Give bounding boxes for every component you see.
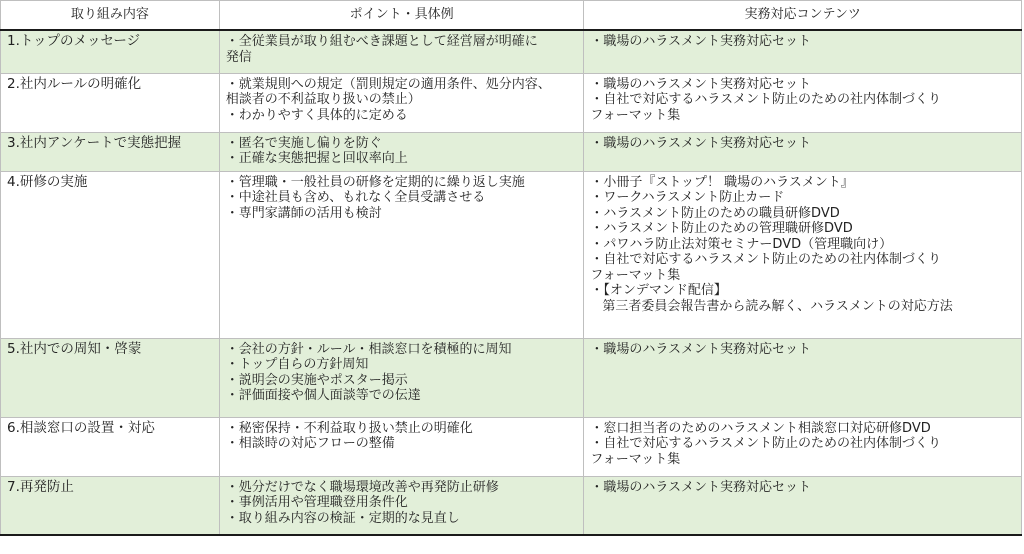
content-line: ・ハラスメント防止のための管理職研修DVD [590, 221, 853, 236]
point-line: 発信 [225, 49, 252, 65]
point-line: ・中途社員も含め、もれなく全員受講させる [225, 190, 486, 205]
content-line: ・窓口担当者のためのハラスメント相談窓口対応研修DVD [590, 420, 931, 436]
content-line: フォーマット集 [590, 267, 681, 283]
content-line: ・ハラスメント防止のための職員研修DVD [590, 205, 840, 221]
table-row [1, 476, 1022, 535]
topic-cell: 3.社内アンケートで実態把握 [1, 132, 220, 171]
point-line: ・会社の方針・ルール・相談窓口を積極的に周知 [225, 341, 512, 357]
point-line: ・事例活用や管理職登用条件化 [225, 495, 408, 510]
content-line: ・職場のハラスメント実務対応セット [590, 76, 812, 92]
table-row [1, 132, 1022, 171]
points-cell [219, 171, 584, 338]
points-cell [219, 132, 584, 171]
point-line: ・わかりやすく具体的に定める [225, 107, 408, 123]
content-line: ・自社で対応するハラスメント防止のための社内体制づくり [590, 436, 942, 451]
contents-cell [584, 73, 1022, 132]
point-line: ・説明会の実施やポスター掲示 [225, 372, 408, 388]
topic-cell: 4.研修の実施 [1, 171, 220, 338]
point-line: ・評価面接や個人面談等での伝達 [225, 388, 421, 403]
table-row [1, 171, 1022, 338]
header-row [1, 1, 1022, 31]
content-line: ・自社で対応するハラスメント防止のための社内体制づくり [590, 92, 942, 107]
content-line: ・【オンデマンド配信】 [590, 283, 727, 298]
content-line: ・職場のハラスメント実務対応セット [590, 135, 812, 151]
point-line: ・取り組み内容の検証・定期的な見直し [225, 510, 460, 526]
content-line: ・職場のハラスメント実務対応セット [590, 34, 812, 49]
points-cell [219, 476, 584, 535]
point-line: ・相談時の対応フローの整備 [225, 436, 395, 451]
topic-cell: 2.社内ルールの明確化 [1, 73, 220, 132]
content-line: フォーマット集 [590, 107, 681, 123]
point-line: ・処分だけでなく職場環境改善や再発防止研修 [225, 479, 499, 495]
table-row [1, 417, 1022, 476]
topic-cell: 6.相談窓口の設置・対応 [1, 417, 220, 476]
topic-cell: 1.トップのメッセージ [1, 30, 220, 73]
point-line: ・全従業員が取り組むべき課題として経営層が明確に [225, 34, 538, 49]
points-cell [219, 73, 584, 132]
content-line: ・ワークハラスメント防止カード [590, 190, 785, 205]
point-line: 相談者の不利益取り扱いの禁止） [225, 92, 421, 107]
point-line: ・管理職・一般社員の研修を定期的に繰り返し実施 [225, 174, 525, 190]
header-topic: 取り組み内容 [1, 1, 220, 31]
table-row [1, 73, 1022, 132]
content-line: フォーマット集 [590, 451, 681, 467]
point-line: ・正確な実態把握と回収率向上 [225, 151, 408, 166]
content-line: ・自社で対応するハラスメント防止のための社内体制づくり [590, 252, 942, 267]
point-line: ・就業規則への規定（罰則規定の適用条件、処分内容、 [225, 76, 551, 92]
topic-cell: 7.再発防止 [1, 476, 220, 535]
contents-cell [584, 417, 1022, 476]
content-line: ・職場のハラスメント実務対応セット [590, 479, 812, 495]
point-line: ・専門家講師の活用も検討 [225, 205, 382, 221]
point-line: ・秘密保持・不利益取り扱い禁止の明確化 [225, 420, 473, 436]
contents-cell [584, 132, 1022, 171]
topic-cell: 5.社内での周知・啓蒙 [1, 338, 220, 417]
content-line: ・職場のハラスメント実務対応セット [590, 341, 812, 357]
contents-cell [584, 171, 1022, 338]
points-cell [219, 338, 584, 417]
contents-cell [584, 476, 1022, 535]
contents-cell [584, 338, 1022, 417]
table-row [1, 30, 1022, 73]
point-line: ・トップ自らの方針周知 [225, 357, 369, 372]
content-line: ・小冊子『ストップ！ 職場のハラスメント』 [590, 174, 854, 190]
header-points: ポイント・具体例 [219, 1, 584, 31]
content-line: ・パワハラ防止法対策セミナーDVD（管理職向け） [590, 236, 893, 252]
table-row [1, 338, 1022, 417]
content-line: 第三者委員会報告書から読み解く、ハラスメントの対応方法 [602, 298, 953, 314]
header-contents: 実務対応コンテンツ [584, 1, 1022, 31]
point-line: ・匿名で実施し偏りを防ぐ [225, 135, 382, 151]
points-cell [219, 417, 584, 476]
contents-cell [584, 30, 1022, 73]
points-cell [219, 30, 584, 73]
